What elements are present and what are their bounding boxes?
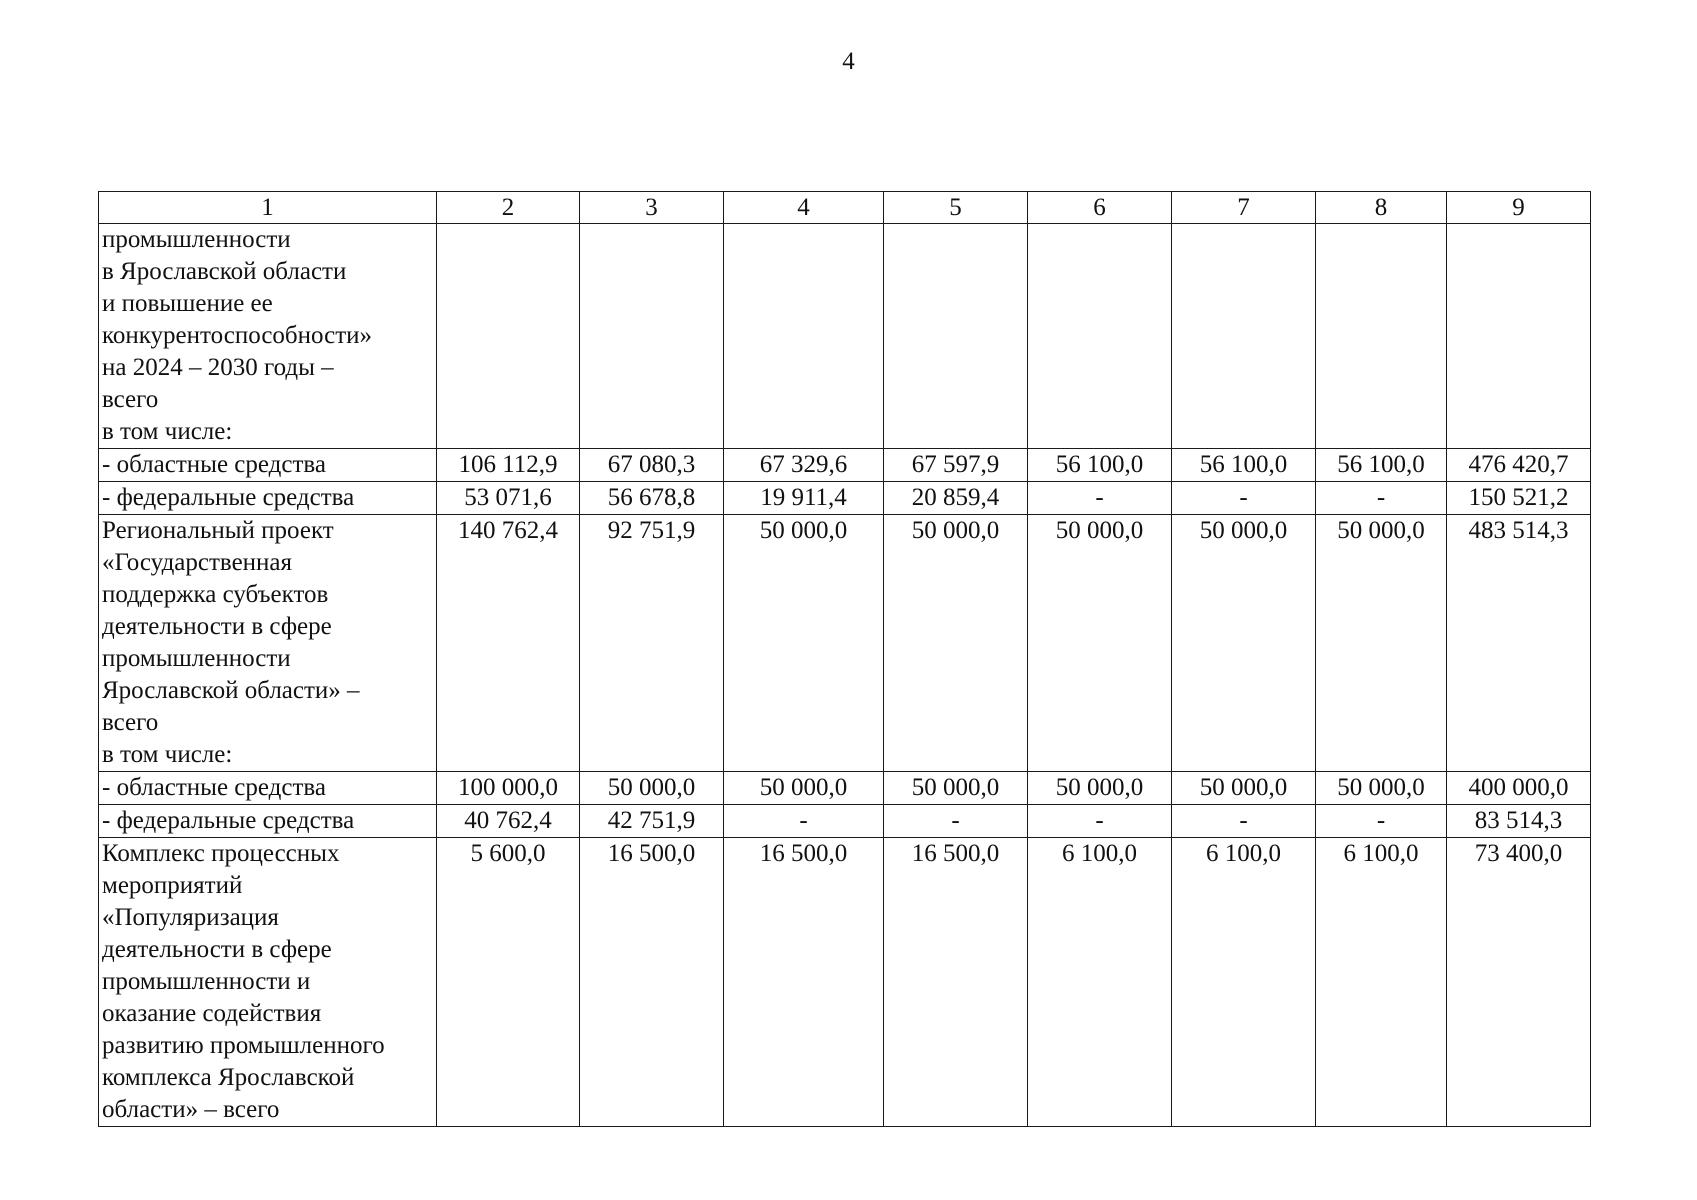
table-cell: [437, 224, 580, 449]
column-header: 3: [580, 192, 724, 224]
table-cell: 83 514,3: [1447, 805, 1591, 838]
row-label: - федеральные средства: [99, 482, 437, 515]
table-cell: 40 762,4: [437, 805, 580, 838]
table-cell: 50 000,0: [1172, 515, 1316, 772]
table-cell: 19 911,4: [724, 482, 884, 515]
table-row: [99, 449, 1591, 482]
column-header: 8: [1316, 192, 1447, 224]
column-header: 7: [1172, 192, 1316, 224]
table-cell: 6 100,0: [1172, 838, 1316, 1127]
table-cell: 50 000,0: [1172, 772, 1316, 805]
column-header: 6: [1028, 192, 1172, 224]
table-cell: 50 000,0: [1316, 515, 1447, 772]
table-cell: [1447, 224, 1591, 449]
table-cell: -: [1316, 482, 1447, 515]
table-row: [99, 805, 1591, 838]
table-cell: 67 597,9: [884, 449, 1028, 482]
table-cell: [580, 224, 724, 449]
table-cell: 16 500,0: [580, 838, 724, 1127]
table-cell: [1316, 224, 1447, 449]
table-cell: 50 000,0: [884, 515, 1028, 772]
table-cell: [1028, 224, 1172, 449]
row-label: промышленности в Ярославской области и повышение ее конкурентоспособности» на 2024 – 2030 годы – всего в том числе:: [99, 224, 437, 449]
table-row: [99, 515, 1591, 772]
column-header: 5: [884, 192, 1028, 224]
table-cell: 92 751,9: [580, 515, 724, 772]
table-row: [99, 838, 1591, 1127]
table-cell: -: [1028, 482, 1172, 515]
table-cell: 16 500,0: [884, 838, 1028, 1127]
table-cell: 16 500,0: [724, 838, 884, 1127]
table-cell: 50 000,0: [1316, 772, 1447, 805]
table-cell: 150 521,2: [1447, 482, 1591, 515]
table-cell: 50 000,0: [724, 772, 884, 805]
table-cell: 20 859,4: [884, 482, 1028, 515]
table-cell: 50 000,0: [1028, 515, 1172, 772]
table-cell: -: [1316, 805, 1447, 838]
row-label: Комплекс процессных мероприятий «Популяризация деятельности в сфере промышленности и оказание содействия развитию промышленного комплекса Ярославской области» – всего: [99, 838, 437, 1127]
table-cell: 67 329,6: [724, 449, 884, 482]
budget-table: [98, 191, 1591, 1127]
table-cell: 50 000,0: [884, 772, 1028, 805]
table-row: [99, 772, 1591, 805]
table-cell: 56 100,0: [1172, 449, 1316, 482]
column-header: 9: [1447, 192, 1591, 224]
row-label: - областные средства: [99, 772, 437, 805]
table-row: [99, 224, 1591, 449]
table-cell: 400 000,0: [1447, 772, 1591, 805]
row-label: Региональный проект «Государственная поддержка субъектов деятельности в сфере промышленности Ярославской области» – всего в том числе:: [99, 515, 437, 772]
table-cell: [1172, 224, 1316, 449]
table-cell: 106 112,9: [437, 449, 580, 482]
column-header: 1: [99, 192, 437, 224]
table-cell: -: [1172, 482, 1316, 515]
table-cell: -: [724, 805, 884, 838]
table-cell: 476 420,7: [1447, 449, 1591, 482]
column-header: 2: [437, 192, 580, 224]
table-cell: 483 514,3: [1447, 515, 1591, 772]
table-cell: 100 000,0: [437, 772, 580, 805]
table-cell: 50 000,0: [580, 772, 724, 805]
table-cell: 56 678,8: [580, 482, 724, 515]
table-cell: -: [884, 805, 1028, 838]
table-cell: 53 071,6: [437, 482, 580, 515]
table-cell: 50 000,0: [1028, 772, 1172, 805]
table-cell: 140 762,4: [437, 515, 580, 772]
table-cell: 56 100,0: [1028, 449, 1172, 482]
table-cell: 5 600,0: [437, 838, 580, 1127]
table-cell: 50 000,0: [724, 515, 884, 772]
table-cell: 6 100,0: [1316, 838, 1447, 1127]
table-cell: [724, 224, 884, 449]
column-header: 4: [724, 192, 884, 224]
page-number: 4: [842, 48, 855, 75]
table-cell: 67 080,3: [580, 449, 724, 482]
table-cell: 42 751,9: [580, 805, 724, 838]
row-label: - федеральные средства: [99, 805, 437, 838]
table-cell: 6 100,0: [1028, 838, 1172, 1127]
table-cell: 56 100,0: [1316, 449, 1447, 482]
table-cell: -: [1028, 805, 1172, 838]
table-cell: 73 400,0: [1447, 838, 1591, 1127]
table-row: [99, 482, 1591, 515]
row-label: - областные средства: [99, 449, 437, 482]
table-cell: -: [1172, 805, 1316, 838]
table-cell: [884, 224, 1028, 449]
header-row: [99, 192, 1591, 224]
